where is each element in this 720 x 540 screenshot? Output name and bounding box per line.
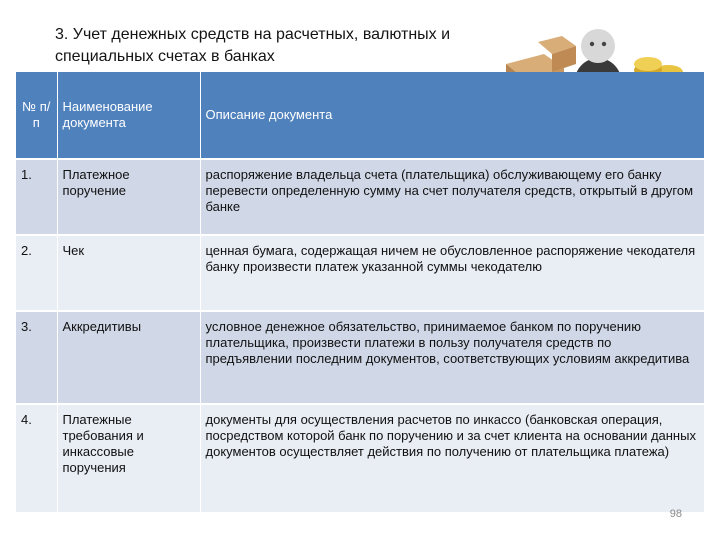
document-name: Платежные требования и инкассовые поручения xyxy=(57,404,200,512)
document-name: Аккредитивы xyxy=(57,311,200,404)
page-number: 98 xyxy=(669,508,682,520)
document-description: распоряжение владельца счета (плательщика) обслуживающему его банку перевести определенную сумму на счет получателя средств, открытый в другом банке xyxy=(200,159,704,235)
row-number: 1. xyxy=(16,159,57,235)
document-name: Платежное поручение xyxy=(57,159,200,235)
documents-table xyxy=(16,72,705,512)
document-description: ценная бумага, содержащая ничем не обусловленное распоряжение чекодателя банку произвести платеж указанной суммы чекодателю xyxy=(200,235,704,311)
document-description: документы для осуществления расчетов по инкассо (банковская операция, посредством которой банк по поручению и за счет клиента на основании данных документов осуществляет действия по получению от плательщика платежа) xyxy=(200,404,704,512)
header-number: № п/п xyxy=(16,72,57,159)
row-number: 4. xyxy=(16,404,57,512)
header-document-name: Наименование документа xyxy=(57,72,200,159)
document-name: Чек xyxy=(57,235,200,311)
document-description: условное денежное обязательство, принимаемое банком по поручению плательщика, произвести платежи в пользу получателя средств по предъявлении последним документов, соответствующих условиям аккредитива xyxy=(200,311,704,404)
row-number: 2. xyxy=(16,235,57,311)
row-number: 3. xyxy=(16,311,57,404)
table-row xyxy=(16,404,704,512)
table-header-row xyxy=(16,72,704,159)
table-row xyxy=(16,235,704,311)
slide-title: 3. Учет денежных средств на расчетных, валютных и специальных счетах в банках xyxy=(55,26,451,65)
header-document-description: Описание документа xyxy=(200,72,704,159)
table-row xyxy=(16,159,704,235)
table-row xyxy=(16,311,704,404)
